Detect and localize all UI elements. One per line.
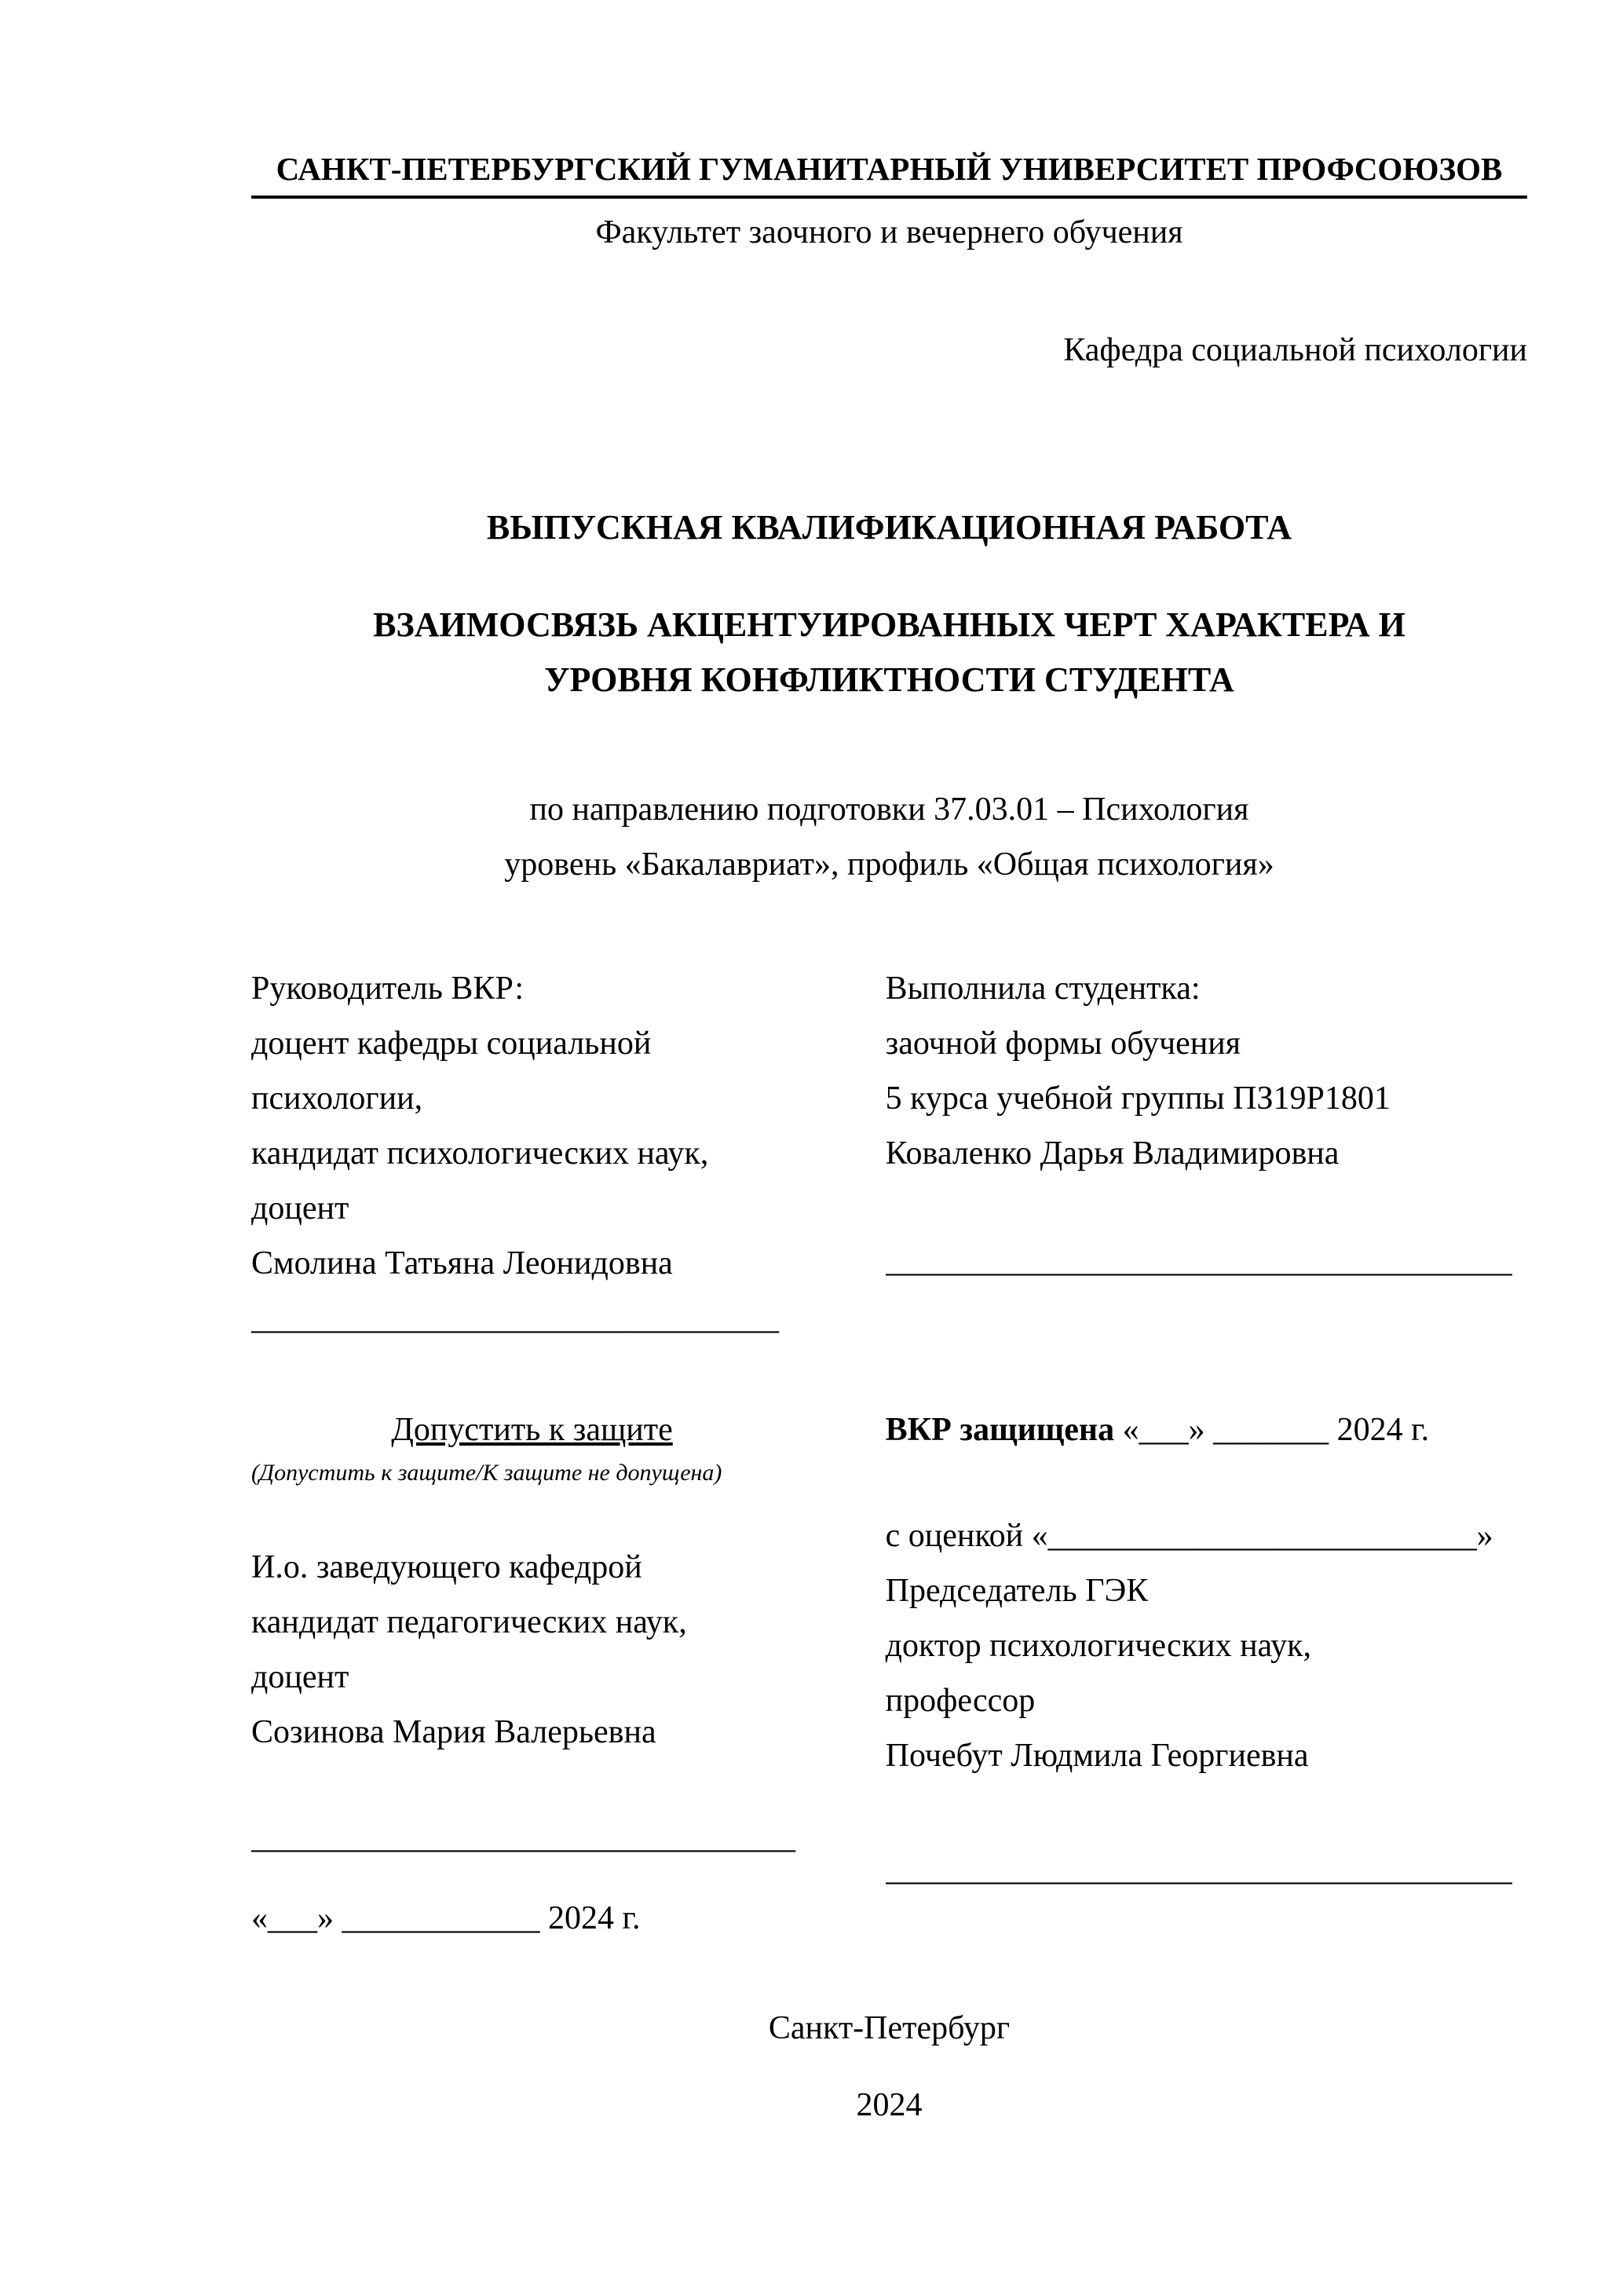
defense-block — [886, 1402, 1527, 1946]
student-study-form-line: заочной формы обучения — [885, 1026, 1241, 1062]
supervisor-signature-line: ________________________________ — [251, 1300, 779, 1337]
grade-suffix: » — [1476, 1518, 1493, 1555]
thesis-title-line-1: ВЗАИМОСВЯЗЬ АКЦЕНТУИРОВАННЫХ ЧЕРТ ХАРАКТЕРА И — [373, 605, 1406, 645]
chair-degree-line: доктор психологических наук, — [885, 1628, 1311, 1665]
admission-block — [251, 1402, 813, 1946]
thesis-title-line-2: УРОВНЯ КОНФЛИКТНОСТИ СТУДЕНТА — [544, 660, 1234, 700]
admission-date-line: «___» ____________ 2024 г. — [251, 1900, 641, 1937]
head-name: Созинова Мария Валерьевна — [251, 1714, 656, 1751]
department-name: Кафедра социальной психологии — [1063, 332, 1527, 369]
work-type-heading: ВЫПУСКНАЯ КВАЛИФИКАЦИОННАЯ РАБОТА — [486, 508, 1292, 547]
admission-note: (Допустить к защите/К защите не допущена) — [251, 1460, 722, 1486]
head-signature-line: _________________________________ — [251, 1819, 795, 1856]
admission-heading-text: Допустить к защите — [391, 1412, 673, 1449]
city: Санкт-Петербург — [768, 2010, 1011, 2047]
title-section — [251, 507, 1527, 707]
grade-blank: __________________________ — [1047, 1518, 1477, 1555]
grade-line — [886, 1508, 1527, 1563]
supervisor-rank-line: доцент — [251, 1190, 349, 1227]
program-section — [251, 782, 1527, 892]
head-rank-line: доцент — [251, 1659, 349, 1696]
supervisor-block — [251, 961, 813, 1346]
head-degree-line: кандидат педагогических наук, — [251, 1604, 687, 1641]
page-footer — [251, 2001, 1527, 2133]
supervisor-position-line: доцент кафедры социальной — [251, 1026, 652, 1062]
student-label: Выполнила студентка: — [885, 971, 1201, 1007]
committee-chair-label: Председатель ГЭК — [885, 1573, 1149, 1610]
defense-status-rest: «___» _______ 2024 г. — [1114, 1412, 1430, 1449]
chair-rank-line: профессор — [885, 1683, 1036, 1720]
defense-status-line — [886, 1402, 1527, 1457]
chair-signature-line: ______________________________________ — [885, 1852, 1512, 1888]
supervisor-degree-line: кандидат психологических наук, — [251, 1135, 709, 1172]
approval-block — [251, 1402, 1527, 1946]
supervisor-name: Смолина Татьяна Леонидовна — [251, 1245, 673, 1282]
program-direction: по направлению подготовки 37.03.01 – Психология — [529, 792, 1249, 828]
faculty-name: Факультет заочного и вечернего обучения — [595, 214, 1183, 251]
student-block — [886, 961, 1527, 1346]
year: 2024 — [856, 2087, 923, 2124]
grade-prefix: с оценкой « — [885, 1518, 1048, 1555]
signatories-block — [251, 961, 1527, 1346]
student-name: Коваленко Дарья Владимировна — [885, 1135, 1340, 1172]
supervisor-label: Руководитель ВКР: — [251, 971, 525, 1007]
document-header — [251, 149, 1527, 378]
supervisor-position-line: психологии, — [251, 1080, 423, 1117]
thesis-title — [251, 598, 1527, 707]
admission-heading — [251, 1402, 813, 1457]
student-signature-line: ______________________________________ — [885, 1243, 1512, 1280]
student-group-line: 5 курса учебной группы ПЗ19Р1801 — [885, 1080, 1391, 1117]
university-name: САНКТ-ПЕТЕРБУРГСКИЙ ГУМАНИТАРНЫЙ УНИВЕРСИТЕТ ПРОФСОЮЗОВ — [251, 149, 1527, 199]
program-level: уровень «Бакалавриат», профиль «Общая психология» — [504, 846, 1274, 883]
acting-head-line: И.о. заведующего кафедрой — [251, 1549, 642, 1586]
defense-status-bold: ВКР защищена — [885, 1412, 1115, 1449]
chair-name: Почебут Людмила Георгиевна — [885, 1738, 1309, 1775]
